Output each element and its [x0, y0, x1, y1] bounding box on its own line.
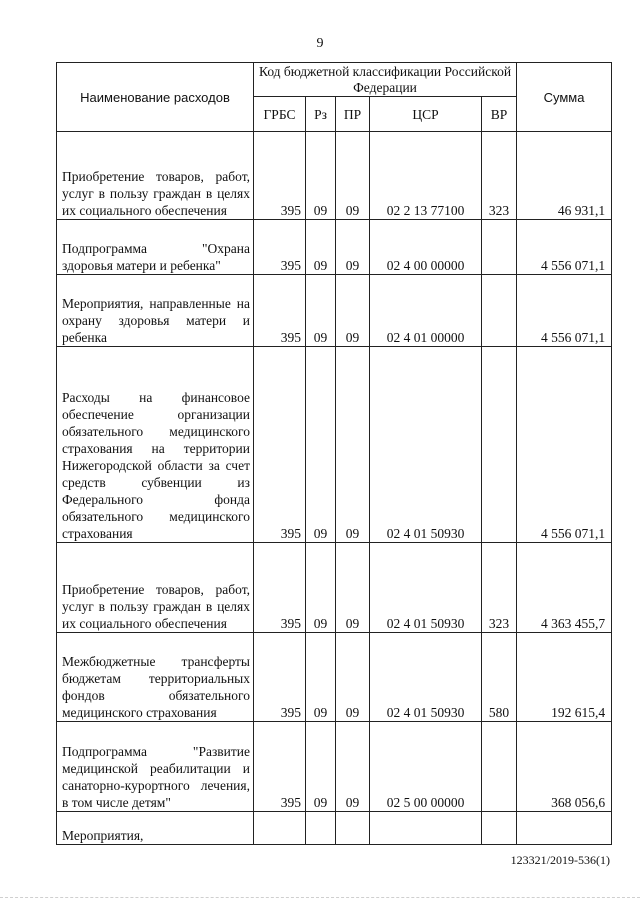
row-sum — [517, 812, 612, 845]
row-csr: 02 4 01 00000 — [370, 275, 482, 347]
table-row — [57, 812, 612, 845]
row-rz — [306, 812, 336, 845]
row-name-text: Приобретение товаров, работ, услуг в пользу граждан в целях их социального обеспечения — [62, 582, 250, 631]
table-row — [57, 543, 612, 633]
row-pr: 09 — [336, 722, 370, 812]
row-name-text: Подпрограмма "Развитие медицинской реабилитации и санаторно-курортного лечения, в том числе детям" — [62, 744, 250, 810]
row-name-text: Мероприятия, направленные на охрану здоровья матери и ребенка — [62, 296, 250, 345]
table-row — [57, 132, 612, 220]
row-name — [57, 543, 254, 633]
row-name — [57, 633, 254, 722]
budget-table — [56, 62, 612, 845]
row-sum: 4 363 455,7 — [517, 543, 612, 633]
row-grbs: 395 — [254, 275, 306, 347]
row-name — [57, 722, 254, 812]
row-pr — [336, 812, 370, 845]
row-vr — [482, 812, 517, 845]
row-name-text: Подпрограмма "Охрана здоровья матери и ребенка" — [62, 241, 250, 273]
row-rz: 09 — [306, 347, 336, 543]
row-vr — [482, 220, 517, 275]
row-name — [57, 347, 254, 543]
row-name-text: Расходы на финансовое обеспечение организации обязательного медицинского страхования на территории Нижегородской области за счет средств субвенции из Федерального фонда обязательного медицинского страхования — [62, 390, 250, 541]
row-name — [57, 275, 254, 347]
row-vr: 323 — [482, 543, 517, 633]
row-name-text: Мероприятия, — [62, 828, 144, 843]
row-name — [57, 132, 254, 220]
row-csr: 02 2 13 77100 — [370, 132, 482, 220]
row-csr: 02 4 01 50930 — [370, 543, 482, 633]
row-vr: 580 — [482, 633, 517, 722]
table-row — [57, 722, 612, 812]
row-pr: 09 — [336, 132, 370, 220]
header-name: Наименование расходов — [57, 63, 254, 132]
row-sum: 368 056,6 — [517, 722, 612, 812]
header-csr: ЦСР — [370, 97, 482, 132]
table-row — [57, 220, 612, 275]
row-rz: 09 — [306, 633, 336, 722]
row-vr: 323 — [482, 132, 517, 220]
page-edge-divider — [0, 897, 640, 898]
row-grbs: 395 — [254, 543, 306, 633]
row-grbs: 395 — [254, 722, 306, 812]
row-sum: 192 615,4 — [517, 633, 612, 722]
row-sum: 46 931,1 — [517, 132, 612, 220]
row-vr — [482, 347, 517, 543]
header-pr: ПР — [336, 97, 370, 132]
row-csr: 02 4 00 00000 — [370, 220, 482, 275]
row-name-text: Межбюджетные трансферты бюджетам территориальных фондов обязательного медицинского страхования — [62, 654, 250, 720]
row-vr — [482, 275, 517, 347]
row-name — [57, 220, 254, 275]
row-rz: 09 — [306, 220, 336, 275]
header-vr: ВР — [482, 97, 517, 132]
row-sum: 4 556 071,1 — [517, 275, 612, 347]
row-grbs: 395 — [254, 633, 306, 722]
row-grbs: 395 — [254, 347, 306, 543]
row-csr: 02 4 01 50930 — [370, 633, 482, 722]
row-vr — [482, 722, 517, 812]
row-csr: 02 4 01 50930 — [370, 347, 482, 543]
table-row — [57, 633, 612, 722]
table-row — [57, 275, 612, 347]
row-grbs — [254, 812, 306, 845]
page-number: 9 — [316, 36, 324, 51]
row-sum: 4 556 071,1 — [517, 347, 612, 543]
row-pr: 09 — [336, 543, 370, 633]
row-csr: 02 5 00 00000 — [370, 722, 482, 812]
row-grbs: 395 — [254, 220, 306, 275]
header-rz: Рз — [306, 97, 336, 132]
table-row — [57, 347, 612, 543]
header-sum: Сумма — [517, 63, 612, 132]
row-rz: 09 — [306, 275, 336, 347]
row-csr — [370, 812, 482, 845]
row-name — [57, 812, 254, 845]
row-name-text: Приобретение товаров, работ, услуг в пользу граждан в целях их социального обеспечения — [62, 169, 250, 218]
header-code-group: Код бюджетной классификации Российской Федерации — [254, 63, 517, 97]
header-grbs: ГРБС — [254, 97, 306, 132]
row-rz: 09 — [306, 722, 336, 812]
header-row-top — [57, 63, 612, 97]
document-code: 123321/2019-536(1) — [510, 853, 610, 867]
row-pr: 09 — [336, 347, 370, 543]
row-grbs: 395 — [254, 132, 306, 220]
row-sum: 4 556 071,1 — [517, 220, 612, 275]
row-rz: 09 — [306, 543, 336, 633]
row-pr: 09 — [336, 633, 370, 722]
row-rz: 09 — [306, 132, 336, 220]
row-pr: 09 — [336, 275, 370, 347]
row-pr: 09 — [336, 220, 370, 275]
